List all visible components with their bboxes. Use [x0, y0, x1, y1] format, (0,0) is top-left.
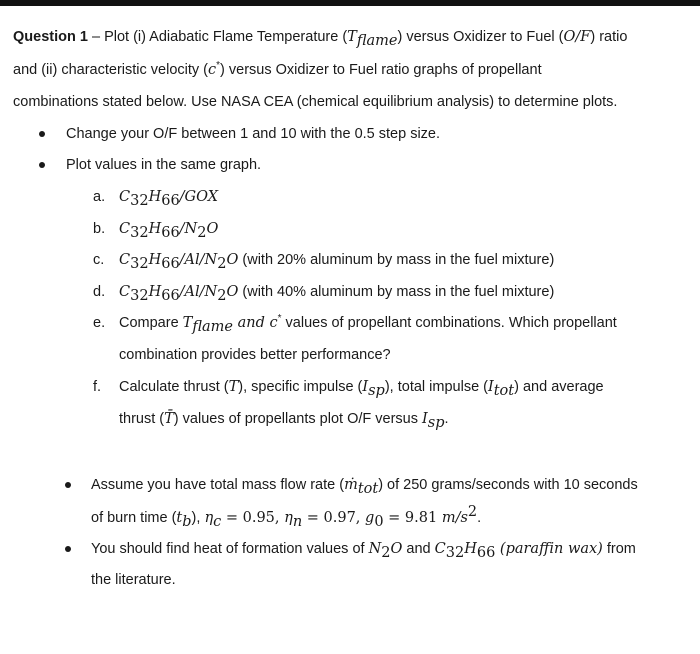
list-item-e-continued: combination provides better performance? — [119, 347, 391, 363]
bullet-icon — [39, 131, 45, 137]
list-item-f: f. Calculate thrust (T), specific impulse $(I_{sp})$, total impulse $(I_{tot})$ and average — [93, 379, 604, 399]
heat-line-1: You should find heat of formation values of $N_2O$ and $C_{32}H_{66}$ (paraffin wax) from — [91, 541, 636, 561]
heat-line-2: the literature. — [91, 572, 176, 588]
list-item-c: c. $C_{32}H_{66}/Al/N_2O$ (with 20% aluminum by mass in the fuel mixture) — [93, 252, 555, 272]
bullet-item: Change your O/F between 1 and 10 with the 0.5 step size. — [66, 126, 441, 142]
bullet-item: Plot values in the same graph. — [66, 157, 262, 173]
bullet-icon — [65, 546, 71, 552]
top-border — [0, 0, 700, 6]
list-item-f-continued: thrust (T̄) values of propellants plot O/F versus $I_{sp}$. — [119, 411, 449, 431]
bullet-icon — [65, 482, 71, 488]
assume-line-1: Assume you have total mass flow rate (ṁ$_{tot}$) of 250 grams/seconds with 10 seconds — [91, 477, 638, 497]
bullet-icon — [39, 162, 45, 168]
list-item-a: a. $C_{32}H_{66}$/GOX — [93, 189, 219, 209]
assume-line-2: of burn time $(t_b)$, $\eta_c = 0.95$, $\eta_n = 0.97$, $g_0 = 9.81$ $m/s^2$. — [91, 504, 482, 530]
question-title-line: Question 1 – Plot (i) Adiabatic Flame Temperature $(T_{flame})$ versus Oxidizer to Fuel (O/F) ratio — [13, 29, 628, 49]
list-item-b: b. $C_{32}H_{66}/N_2O$ — [93, 221, 219, 241]
list-item-d: d. $C_{32}H_{66}/Al/N_2O$ (with 40% aluminum by mass in the fuel mixture) — [93, 284, 555, 304]
question-text-line-2: and (ii) characteristic velocity (c*) versus Oxidizer to Fuel ratio graphs of propellant — [13, 60, 542, 78]
question-label: Question 1 — [13, 29, 88, 45]
list-item-e: e. Compare $T_{flame}$ and c* values of propellant combinations. Which propellant — [93, 313, 617, 335]
question-text-line-3: combinations stated below. Use NASA CEA (chemical equilibrium analysis) to determine plots. — [13, 94, 618, 110]
